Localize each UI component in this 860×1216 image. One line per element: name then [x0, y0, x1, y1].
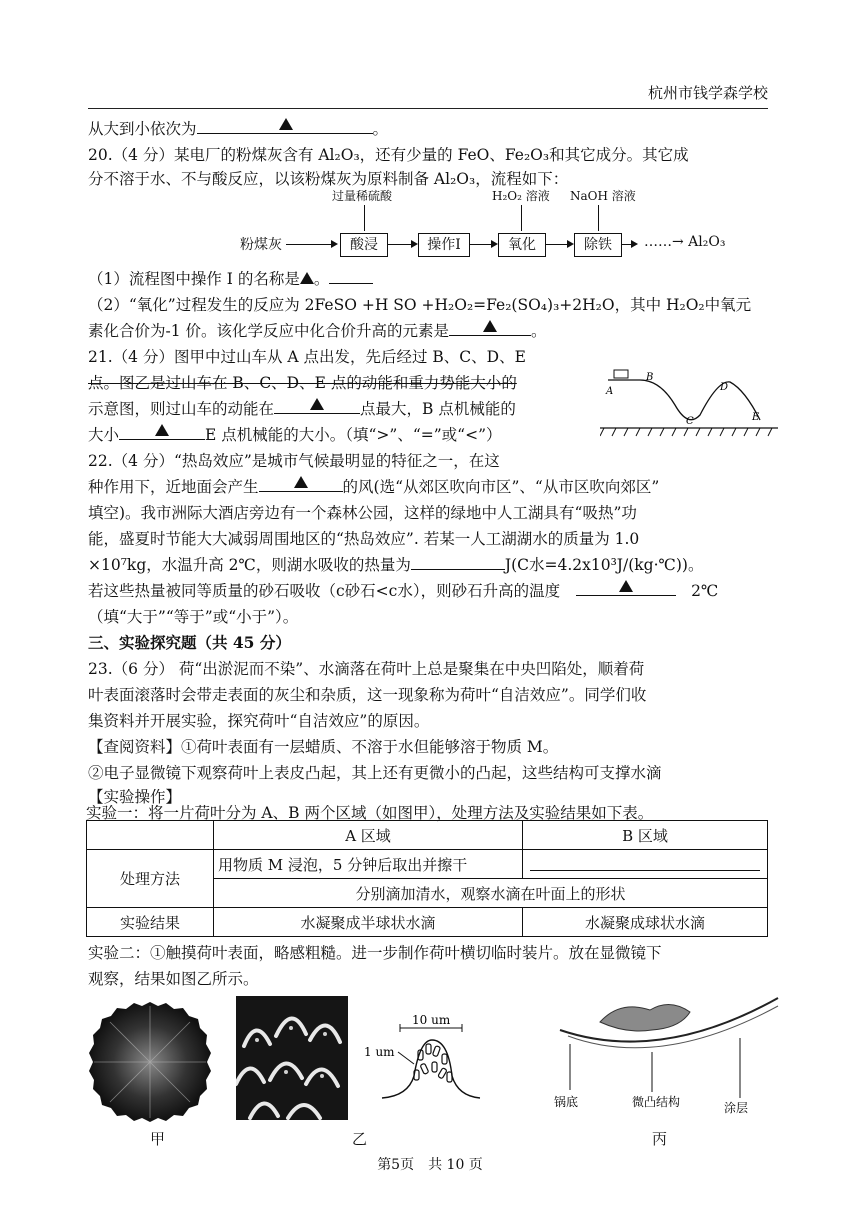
- scale-label-10um: 10 um: [412, 1013, 451, 1027]
- reagent-label: H₂O₂ 溶液: [492, 189, 550, 203]
- reagent-label: 过量稀硫酸: [332, 189, 393, 203]
- question-22-line-2: 种作用下，近地面会产生 的风(选“从郊区吹向市区”、“从市区吹向郊区”: [88, 474, 659, 500]
- reagent-arrow: [598, 205, 599, 231]
- question-20-part-2b: 素化合价为-1 价。该化学反应中化合价升高的元素是 。: [88, 318, 547, 344]
- flow-arrow: [470, 244, 496, 245]
- table-cell: 水凝聚成半球状水滴: [214, 908, 523, 937]
- question-22-line-6: 若这些热量被同等质量的砂石吸收（c砂石<c水），则砂石升高的温度 2℃: [88, 578, 718, 604]
- table-cell: 用物质 M 浸泡，5 分钟后取出并擦干: [214, 850, 523, 879]
- table-cell: 分别滴加清水，观察水滴在叶面上的形状: [214, 879, 768, 908]
- question-22-line-5: ×10⁷kg，水温升高 2℃，则湖水吸收的热量为 J(C水=4.2x10³J/(kg·℃))。: [88, 552, 703, 578]
- question-23-line-6: 【实验操作】: [88, 788, 182, 806]
- answer-blank: [576, 578, 676, 596]
- lotus-leaf-figure: [86, 998, 214, 1126]
- coaster-car: [614, 370, 628, 378]
- table-header: B 区域: [523, 821, 768, 850]
- answer-blank: [259, 474, 343, 492]
- table-header: A 区域: [214, 821, 523, 850]
- flow-arrow: [286, 244, 336, 245]
- sem-photo-figure: [236, 996, 348, 1120]
- question-22-line-4: 能，盛夏时节能大大减弱周围地区的“热岛效应”. 若某一人工湖湖水的质量为 1.0: [88, 530, 640, 548]
- table-row: [87, 908, 768, 937]
- experiment-table: [86, 820, 768, 937]
- table-cell: [87, 821, 214, 850]
- question-23-line-9: 观察，结果如图乙所示。: [88, 970, 259, 988]
- table-row-label: 实验结果: [87, 908, 214, 937]
- micro-structure-figure: [352, 1006, 482, 1106]
- question-21-line-2: 点。图乙是过山车在 B、C、D、E 点的动能和重力势能大小的: [88, 374, 517, 392]
- reagent-label: NaOH 溶液: [570, 189, 636, 203]
- flow-step-iron-removal: 除铁: [574, 233, 622, 257]
- flow-start: 粉煤灰: [240, 237, 282, 253]
- table-row-label: 处理方法: [87, 850, 214, 908]
- scale-label-1um: 1 um: [364, 1045, 395, 1059]
- point-label: B: [646, 372, 654, 383]
- roller-coaster-figure: [600, 360, 780, 440]
- pan-structure-figure: [540, 994, 780, 1114]
- table-cell: [523, 850, 768, 879]
- table-row: [87, 821, 768, 850]
- flow-arrow: [388, 244, 416, 245]
- point-label: D: [720, 382, 729, 393]
- answer-blank: [197, 116, 373, 134]
- pan-label: 锅底: [554, 1095, 579, 1109]
- question-21-line-1: 21.（4 分）图甲中过山车从 A 点出发，先后经过 B、C、D、E: [88, 348, 526, 366]
- answer-marker-icon: [483, 320, 497, 332]
- flow-end: ……→ Al₂O₃: [644, 234, 726, 250]
- question-22-line-3: 填空)。我市洲际大酒店旁边有一个森林公园，这样的绿地中人工湖具有“吸热”功: [88, 504, 637, 522]
- answer-marker-icon: [155, 424, 169, 436]
- table-row: [87, 850, 768, 879]
- answer-marker-icon: [619, 580, 633, 592]
- text-line: 从大到小依次为 。: [88, 116, 388, 142]
- question-21-line-3: 示意图，则过山车的动能在 点最大，B 点机械能的: [88, 396, 516, 422]
- answer-blank: [119, 422, 205, 440]
- pan-label: 微凸结构: [632, 1095, 681, 1109]
- question-20-line-2: 分不溶于水、不与酸反应，以该粉煤灰为原料制备 Al₂O₃，流程如下：: [88, 170, 569, 188]
- point-label: E: [752, 412, 760, 423]
- answer-blank: [329, 266, 373, 284]
- point-label: C: [686, 416, 694, 427]
- answer-blank: [411, 552, 505, 570]
- flow-step-operation-1: 操作I: [418, 233, 470, 257]
- answer-marker-icon: [300, 272, 314, 284]
- page-number: 第5页 共 10 页: [377, 1157, 483, 1173]
- answer-blank: [274, 396, 360, 414]
- figure-caption: 甲: [150, 1130, 166, 1148]
- question-23-line-8: 实验二：①触摸荷叶表面，略感粗糙。进一步制作荷叶横切临时装片。放在显微镜下: [88, 944, 662, 962]
- figure-caption: 丙: [652, 1130, 668, 1148]
- figure-caption: 乙: [352, 1130, 368, 1148]
- flow-arrow: [546, 244, 572, 245]
- question-22-line-7: （填“大于”“等于”或“小于”）。: [88, 608, 299, 626]
- question-20-part-1: （1）流程图中操作 I 的名称是 。: [88, 266, 373, 292]
- coaster-track: [608, 380, 760, 420]
- school-name: 杭州市钱学森学校: [647, 84, 768, 102]
- table-cell: 水凝聚成球状水滴: [523, 908, 768, 937]
- question-20-line-1: 20.（4 分）某电厂的粉煤灰含有 Al₂O₃，还有少量的 FeO、Fe₂O₃和其它成分。其它成: [88, 146, 689, 164]
- question-21-line-4: 大小 E 点机械能的大小。（填“>”、“=”或“<”）: [88, 422, 502, 448]
- flow-step-acid-leach: 酸浸: [340, 233, 388, 257]
- question-23-line-1: 23.（6 分） 荷“出淤泥而不染”、水滴落在荷叶上总是聚集在中央凹陷处，顺着荷: [88, 660, 645, 678]
- flow-arrow: [622, 244, 636, 245]
- point-label: A: [606, 386, 614, 397]
- question-20-part-2: （2）“氧化”过程发生的反应为 2FeSO +H SO +H₂O₂=Fe₂(SO₄)₃+2H₂O，其中 H₂O₂中氧元: [88, 296, 752, 314]
- header-divider: [88, 108, 768, 109]
- section-heading: 三、实验探究题（共 45 分）: [88, 633, 291, 652]
- answer-marker-icon: [294, 476, 308, 488]
- flow-step-oxidation: 氧化: [498, 233, 546, 257]
- question-23-line-2: 叶表面滚落时会带走表面的灰尘和杂质，这一现象称为荷叶“自洁效应”。同学们收: [88, 686, 647, 704]
- question-23-line-3: 集资料并开展实验，探究荷叶“自洁效应”的原因。: [88, 712, 430, 730]
- food-piece: [600, 1004, 690, 1031]
- pan-label: 涂层: [724, 1101, 749, 1114]
- answer-blank: [530, 853, 760, 871]
- question-23-line-4: 【查阅资料】①荷叶表面有一层蜡质、不溶于水但能够溶于物质 M。: [88, 738, 559, 756]
- reagent-arrow: [521, 205, 522, 231]
- reagent-arrow: [364, 205, 365, 231]
- answer-marker-icon: [310, 398, 324, 410]
- answer-marker-icon: [279, 118, 293, 130]
- question-22-line-1: 22.（4 分）“热岛效应”是城市气候最明显的特征之一，在这: [88, 452, 500, 470]
- question-23-line-7: 实验一：将一片荷叶分为 A、B 两个区域（如图甲），处理方法及实验结果如下表。: [86, 804, 654, 822]
- answer-blank: [449, 318, 531, 336]
- question-23-line-5: ②电子显微镜下观察荷叶上表皮凸起，其上还有更微小的凸起，这些结构可支撑水滴: [88, 764, 662, 782]
